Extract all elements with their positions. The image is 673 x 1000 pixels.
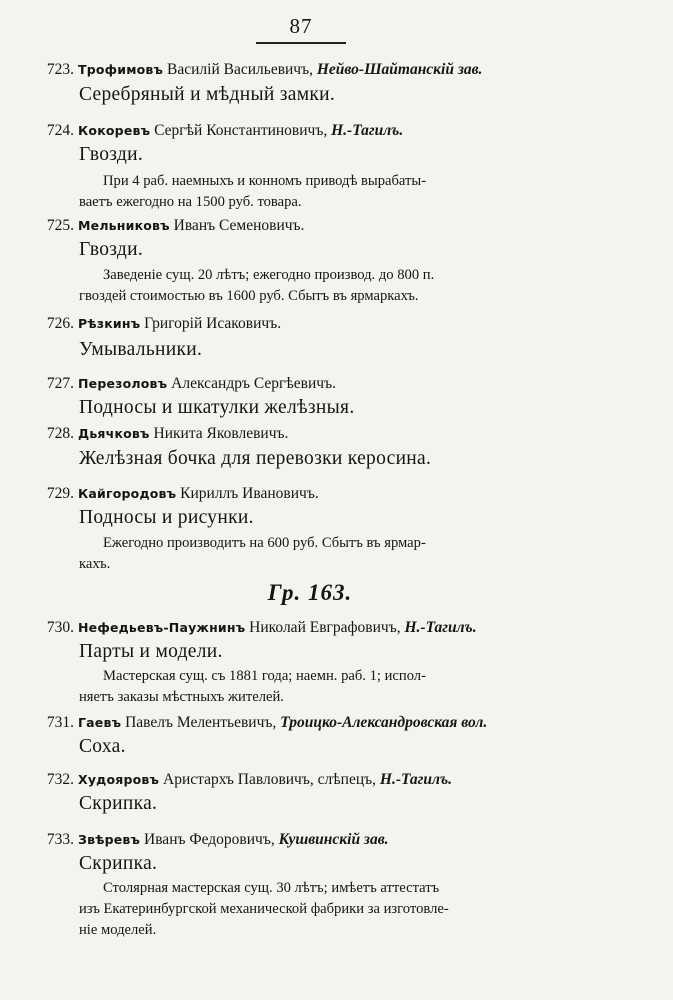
entry-surname: Дьячковъ	[78, 426, 150, 441]
entry-note	[79, 878, 565, 941]
entry-heading	[0, 60, 482, 80]
entry-number: 724.	[46, 122, 74, 139]
entry-heading	[0, 314, 281, 334]
entry-number: 727.	[46, 375, 74, 392]
entry-name: Василій Васильевичъ,	[167, 61, 313, 78]
entry-surname: Кайгородовъ	[78, 486, 177, 501]
note-line: ніе моделей.	[79, 922, 157, 938]
entry-place: Н.-Тагилъ.	[331, 122, 404, 139]
entry-place: Нейво-Шайтанскій зав.	[316, 61, 483, 78]
entry-surname: Мельниковъ	[78, 218, 170, 233]
entry-surname: Перезоловъ	[78, 376, 168, 391]
entry-number: 723.	[46, 61, 74, 78]
entry-name: Никита Яковлевичъ.	[153, 425, 289, 442]
entry-heading	[0, 374, 336, 394]
entry-product: Скрипка.	[79, 793, 158, 814]
page-number: 87	[289, 14, 313, 38]
entry-name: Аристархъ Павловичъ, слѣпецъ,	[163, 771, 377, 788]
entry-heading	[0, 770, 452, 790]
entry-place: Н.-Тагилъ.	[379, 771, 452, 788]
entry-product: Скрипка.	[79, 853, 158, 874]
entry-place: Кушвинскій зав.	[278, 831, 389, 848]
entry-surname: Нефедьевъ-Паужнинъ	[78, 620, 246, 635]
group-title: Гр. 163.	[267, 580, 353, 605]
note-line: Ежегодно производитъ на 600 руб. Сбытъ въ ярмар-	[103, 535, 426, 551]
entry-surname: Звѣревъ	[78, 832, 141, 847]
entry-surname: Трофимовъ	[78, 62, 164, 77]
note-line: кахъ.	[79, 556, 111, 572]
entry-name: Иванъ Семеновичъ.	[173, 217, 305, 234]
entry-note	[79, 666, 565, 708]
entry-product: Подносы и шкатулки желѣзныя.	[79, 397, 355, 418]
entry-heading	[0, 121, 403, 141]
note-line: ваетъ ежегодно на 1500 руб. товара.	[79, 194, 302, 210]
note-line: гвоздей стоимостью въ 1600 руб. Сбытъ въ ярмаркахъ.	[79, 288, 419, 304]
entry-place: Н.-Тагилъ.	[404, 619, 477, 636]
entry-product: Серебряный и мѣдный замки.	[79, 84, 336, 105]
entry-number: 725.	[46, 217, 74, 234]
entry-product: Гвозди.	[79, 144, 144, 165]
note-line: Мастерская сущ. съ 1881 года; наемн. раб. 1; испол-	[103, 668, 426, 684]
entry-note	[79, 265, 565, 307]
entry-heading	[0, 830, 389, 850]
entry-note	[79, 171, 565, 213]
entry-number: 731.	[46, 714, 74, 731]
entry-surname: Кокоревъ	[78, 123, 151, 138]
entry-number: 730.	[46, 619, 74, 636]
entry-surname: Гаевъ	[78, 715, 122, 730]
entry-name: Николай Евграфовичъ,	[249, 619, 401, 636]
entry-name: Иванъ Федоровичъ,	[144, 831, 275, 848]
entry-heading	[0, 216, 304, 236]
note-line: Столярная мастерская сущ. 30 лѣтъ; имѣетъ аттестатъ	[103, 880, 440, 896]
entry-number: 729.	[46, 485, 74, 502]
entry-surname: Рѣзкинъ	[78, 316, 141, 331]
note-line: При 4 раб. наемныхъ и конномъ приводѣ вырабаты-	[103, 173, 427, 189]
note-line: няетъ заказы мѣстныхъ жителей.	[79, 689, 284, 705]
entry-heading	[0, 618, 477, 638]
entry-name: Сергѣй Константиновичъ,	[154, 122, 328, 139]
entry-number: 728.	[46, 425, 74, 442]
entry-product: Соха.	[79, 736, 126, 757]
note-line: изъ Екатеринбургской механической фабрики за изготовле-	[79, 901, 449, 917]
entry-product: Подносы и рисунки.	[79, 507, 254, 528]
entry-product: Желѣзная бочка для перевозки керосина.	[79, 448, 432, 469]
entry-product: Гвозди.	[79, 239, 144, 260]
entry-surname: Худояровъ	[78, 772, 160, 787]
entry-name: Павелъ Мелентьевичъ,	[125, 714, 277, 731]
entry-heading	[0, 713, 487, 733]
entry-product: Парты и модели.	[79, 641, 223, 662]
note-line: Заведеніе сущ. 20 лѣтъ; ежегодно производ. до 800 п.	[103, 267, 435, 283]
entry-number: 733.	[46, 831, 74, 848]
entry-name: Кириллъ Ивановичъ.	[180, 485, 319, 502]
entry-heading	[0, 484, 319, 504]
entry-name: Александръ Сергѣевичъ.	[171, 375, 336, 392]
entry-place: Троицко-Александровская вол.	[280, 714, 488, 731]
entry-product: Умывальники.	[79, 339, 203, 360]
entry-number: 732.	[46, 771, 74, 788]
entry-heading	[0, 424, 288, 444]
entry-number: 726.	[46, 315, 74, 332]
page-number-rule	[256, 42, 346, 44]
entry-name: Григорій Исаковичъ.	[144, 315, 282, 332]
entry-note	[79, 533, 565, 575]
